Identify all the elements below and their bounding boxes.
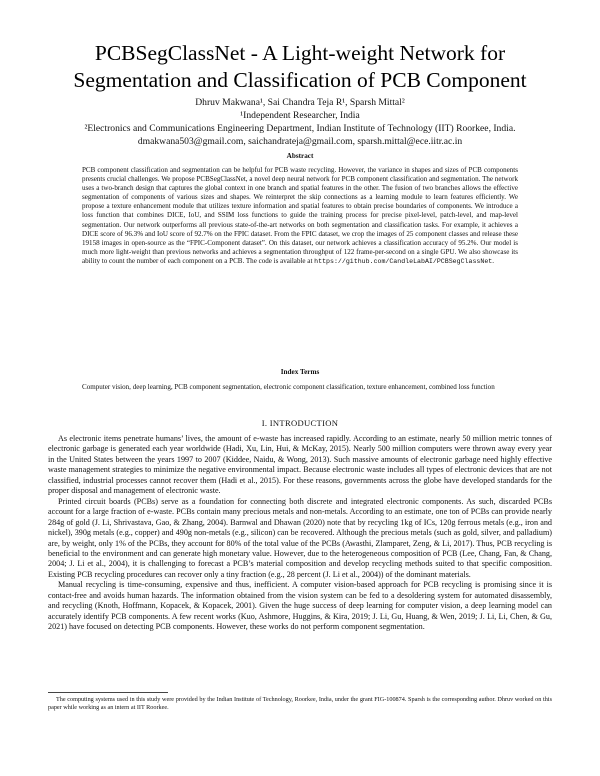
title-line-1: PCBSegClassNet - A Light-weight Network for [94, 41, 506, 65]
abstract-body: PCB component classification and segmentation can be helpful for PCB waste recycling. However, the variance in shapes and sizes of PCB components presents crucial challenges. We propose PCBSegClassNet, a novel deep neural network for PCB component classification and segmentation. The network uses a two-branch design that captures the global context in one branch and spatial features in the other. The fusion of two branches allows the effective segmentation of components of various sizes and shapes. We reinterpret the skip connections as a learning module to learn features efficiently. We propose a texture enhancement module that utilizes texture information and spatial features to obtain precise boundaries of components. We introduce a loss function that combines DICE, IoU, and SSIM loss functions to guide the training process for precise pixel-level, patch-level, and map-level segmentation. Our network outperforms all previous state-of-the-art networks on both segmentation and classification tasks. For example, it achieves a DICE score of 96.3% and IoU score of 92.7% on the FPIC dataset. From the FPIC dataset, we crop the images of 25 component classes and release these 19158 images in open-source as the “FPIC-Component dataset”. On this dataset, our network achieves a classification accuracy of 95.2%. Our model is much more light-weight than previous networks and achieves a segmentation throughput of 122 frame-per-second on a single GPU. We also showcase its ability to count the number of each component on a PCB. The code is available at https://github.com/CandleLabAI/PCBSegClassNet. [82, 166, 518, 265]
intro-paragraph-1: As electronic items penetrate humans’ lives, the amount of e-waste has increased rapidly. According to an estimate, nearly 50 million metric tonnes of electronic garbage is generated each year worldwide (Hadi, Xu, Lin, Hui, & McKay, 2015). Nearly 500 million computers were thrown away every year in the United States between the years 1997 to 2007 (Kiddee, Naidu, & Wong, 2013). Such massive amounts of electronic garbage need highly effective waste management strategies to minimize the negative environmental impact. Because electronic waste includes all types of electronic devices that are not classified, industrial processes cannot recover them (Hadi et al., 2015). For these reasons, governments across the globe have developed standards for the proper disposal and management of electronic waste. [48, 434, 552, 496]
introduction-body [48, 434, 552, 633]
title-line-2: Segmentation and Classification of PCB Component [73, 68, 527, 92]
abstract-text: PCB component classification and segmentation can be helpful for PCB waste recycling. However, the variance in shapes and sizes of PCB components presents crucial challenges. We propose PCBSegClassNet, a novel deep neural network for PCB component classification and segmentation. The network uses a two-branch design that captures the global context in one branch and spatial features in the other. The fusion of two branches allows the effective segmentation of components of various sizes and shapes. We reinterpret the skip connections as a learning module to learn features efficiently. We propose a texture enhancement module that utilizes texture information and spatial features to obtain precise boundaries of components. We introduce a loss function that combines DICE, IoU, and SSIM loss functions to guide the training process for precise pixel-level, patch-level, and map-level segmentation. Our network outperforms all previous state-of-the-art networks on both segmentation and classification tasks. For example, it achieves a DICE score of 96.3% and IoU score of 92.7% on the FPIC dataset. From the FPIC dataset, we crop the images of 25 component classes and release these 19158 images in open-source as the “FPIC-Component dataset”. On this dataset, our network achieves a classification accuracy of 95.2%. Our model is much more light-weight than previous networks and achieves a segmentation throughput of 122 frame-per-second on a single GPU. We also showcase its ability to count the number of each component on a PCB. The code is available at [82, 166, 518, 265]
intro-paragraph-3: Manual recycling is time-consuming, expensive and thus, inefficient. A computer vision-based approach for PCB recycling is promising since it is contact-free and avoids human hazards. The information obtained from the vision system can be fed to a desoldering system for automated disassembly, and recycling (Knoth, Hoffmann, Kopacek, & Kopacek, 2001). Given the huge success of deep learning for computer vision, a deep learning model can accurately identify PCB components. A few recent works (Kuo, Ashmore, Huggins, & Kira, 2019; J. Li, Gu, Huang, & Wen, 2019; J. Li, Li, Chen, & Gu, 2021) have focused on detecting PCB components. However, these works do not perform component segmentation. [48, 580, 552, 632]
paper-title [30, 40, 570, 94]
author-emails: dmakwana503@gmail.com, saichandrateja@gmail.com, sparsh.mittal@ece.iitr.ac.in [137, 136, 463, 147]
code-link[interactable]: https://github.com/CandleLabAI/PCBSegClassNet [314, 257, 493, 265]
footnote [48, 696, 552, 712]
affiliation-1: ¹Independent Researcher, India [240, 110, 360, 121]
affiliation-2: ²Electronics and Communications Engineering Department, Indian Institute of Technology (IIT) Roorkee, India. [84, 123, 516, 134]
section-heading-introduction: I. INTRODUCTION [261, 418, 339, 428]
author-block [20, 96, 580, 148]
abstract-heading: Abstract [286, 152, 314, 160]
footnote-text: The computing systems used in this study were provided by the Indian Institute of Technology, Roorkee, India, under the grant FIG-100874. Sparsh is the corresponding author. Dhruv worked on this paper while working as an intern at IIT Roorkee. [48, 696, 552, 712]
author-names: Dhruv Makwana¹, Sai Chandra Teja R¹, Sparsh Mittal² [195, 97, 405, 108]
index-terms-heading: Index Terms [280, 368, 320, 376]
intro-paragraph-2: Printed circuit boards (PCBs) serve as a foundation for connecting both discrete and integrated electronic components. As such, discarded PCBs account for a large fraction of e-waste. PCBs contain many precious metals and non-metals. According to an estimate, one ton of PCBs can provide nearly 284g of gold (J. Li, Shrivastava, Gao, & Zhang, 2004). Barnwal and Dhawan (2020) note that by recycling 1kg of ICs, 120g ferrous metals (e.g., iron and nickel), 390g metals (e.g., copper) and 490g non-metals (e.g., silicon) can be recovered. Although the precious metals (such as gold, silver, and palladium) are, by weight, only 1% of the PCBs, they account for 80% of the total value of the PCBs (Awasthi, Zlamparet, Zeng, & Li, 2017). Thus, PCB recycling is beneficial to the environment and can generate high monetary value. However, due to the heterogeneous composition of PCB (Lee, Chang, Fan, & Chang, 2004; J. Li et al., 2004), it is challenging to forecast a PCB’s material composition and develop recycling methods suited to that specific composition. Existing PCB recycling procedures can recover only a tiny fraction (e.g., 28 percent (J. Li et al., 2004)) of the dominant materials. [48, 496, 552, 579]
footnote-divider [48, 692, 168, 693]
index-terms: Computer vision, deep learning, PCB component segmentation, electronic component classification, texture enhancement, combined loss function [82, 383, 495, 391]
